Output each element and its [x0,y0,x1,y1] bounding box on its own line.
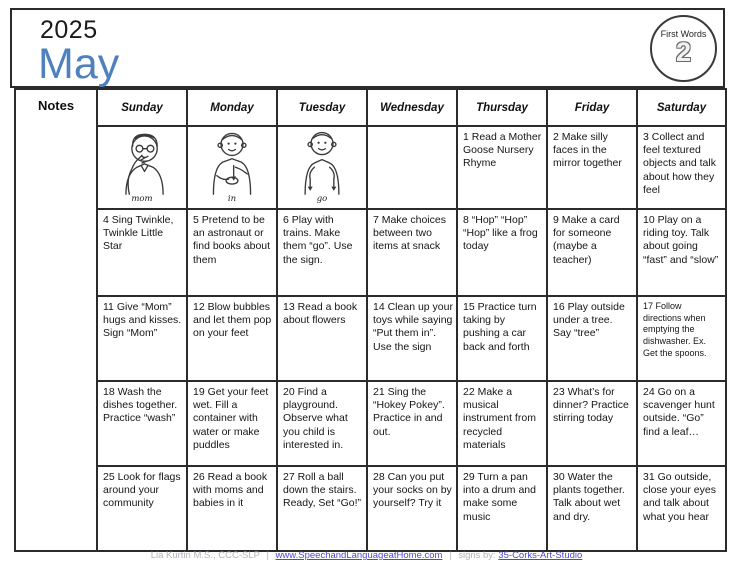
calendar-cell-5: 5 Pretend to be an astronaut or find books about them [187,209,277,296]
badge-title: First Words [660,29,707,39]
calendar-cell-28: 28 Can you put your socks on by yourself? Try it [367,466,457,551]
day-header-friday: Friday [547,89,637,126]
calendar-cell-6: 6 Play with trains. Make them “go”. Use the sign. [277,209,367,296]
calendar-cell-26: 26 Read a book with moms and babies in it [187,466,277,551]
footer-site-link[interactable]: www.SpeechandLanguageatHome.com [275,550,443,561]
calendar-cell-30: 30 Water the plants together. Talk about wet and dry. [547,466,637,551]
calendar-cell-8: 8 “Hop” “Hop” “Hop” like a frog today [457,209,547,296]
calendar-cell-29: 29 Turn a pan into a drum and make some music [457,466,547,551]
notes-label: Notes [37,98,75,113]
calendar-cell-4: 4 Sing Twinkle, Twinkle Little Star [97,209,187,296]
calendar-cell-25: 25 Look for flags around your community [97,466,187,551]
day-header-wednesday: Wednesday [367,89,457,126]
calendar-cell-22: 22 Make a musical instrument from recycled materials [457,381,547,466]
calendar-cell-13: 13 Read a book about flowers [277,296,367,381]
sign-cell-mom [97,126,187,209]
sign-caption-mom: mom [131,194,153,204]
calendar-cell-empty [367,126,457,209]
month-label: May [38,40,120,88]
year-label: 2025 [40,16,98,44]
calendar-cell-12: 12 Blow bubbles and let them pop on your feet [187,296,277,381]
calendar-cell-9: 9 Make a card for someone (maybe a teacher) [547,209,637,296]
footer-credit-prefix: signs by: [458,550,496,561]
badge-number: 2 [675,37,692,67]
calendar-cell-17: 17 Follow directions when emptying the dishwasher. Ex. Get the spoons. [637,296,726,381]
sign-cell-go [277,126,367,209]
calendar-cell-3: 3 Collect and feel textured objects and talk about how they feel [637,126,726,209]
day-header-thursday: Thursday [457,89,547,126]
sign-caption-in: in [227,194,237,204]
calendar-cell-2: 2 Make silly faces in the mirror together [547,126,637,209]
first-words-badge [650,15,717,82]
sign-caption-go: go [316,194,328,204]
calendar-cell-21: 21 Sing the “Hokey Pokey”. Practice in and out. [367,381,457,466]
sign-mom-illustration [104,130,180,196]
calendar-cell-27: 27 Roll a ball down the stairs. Ready, Set “Go!” [277,466,367,551]
footer-separator-2: | [449,550,452,561]
sign-in-illustration [194,130,270,196]
calendar-cell-11: 11 Give “Mom” hugs and kisses. Sign “Mom” [97,296,187,381]
notes-column [15,89,97,551]
calendar-cell-7: 7 Make choices between two items at snack [367,209,457,296]
calendar-cell-18: 18 Wash the dishes together. Practice “wash” [97,381,187,466]
sign-go-illustration [284,130,360,196]
title-band [10,8,725,88]
day-header-monday: Monday [187,89,277,126]
calendar-cell-1: 1 Read a Mother Goose Nursery Rhyme [457,126,547,209]
footer-credit-link[interactable]: 35-Corks-Art-Studio [498,550,583,561]
sign-cell-in [187,126,277,209]
calendar-cell-10: 10 Play on a riding toy. Talk about going “fast” and “slow” [637,209,726,296]
calendar-cell-14: 14 Clean up your toys while saying “Put them in”. Use the sign [367,296,457,381]
calendar-cell-31: 31 Go outside, close your eyes and talk about what you hear [637,466,726,551]
calendar-cell-23: 23 What’s for dinner? Practice stirring today [547,381,637,466]
calendar-cell-19: 19 Get your feet wet. Fill a container with water or make puddles [187,381,277,466]
day-header-saturday: Saturday [637,89,726,126]
calendar-cell-16: 16 Play outside under a tree. Say “tree” [547,296,637,381]
footer [0,550,733,561]
footer-separator: | [266,550,269,561]
calendar-cell-15: 15 Practice turn taking by pushing a car back and forth [457,296,547,381]
calendar-table [14,88,727,552]
calendar-cell-20: 20 Find a playground. Observe what you child is interested in. [277,381,367,466]
calendar-cell-24: 24 Go on a scavenger hunt outside. “Go” find a leaf… [637,381,726,466]
footer-author: Lia Kurtin M.S., CCC-SLP [150,550,260,561]
day-header-tuesday: Tuesday [277,89,367,126]
day-header-sunday: Sunday [97,89,187,126]
